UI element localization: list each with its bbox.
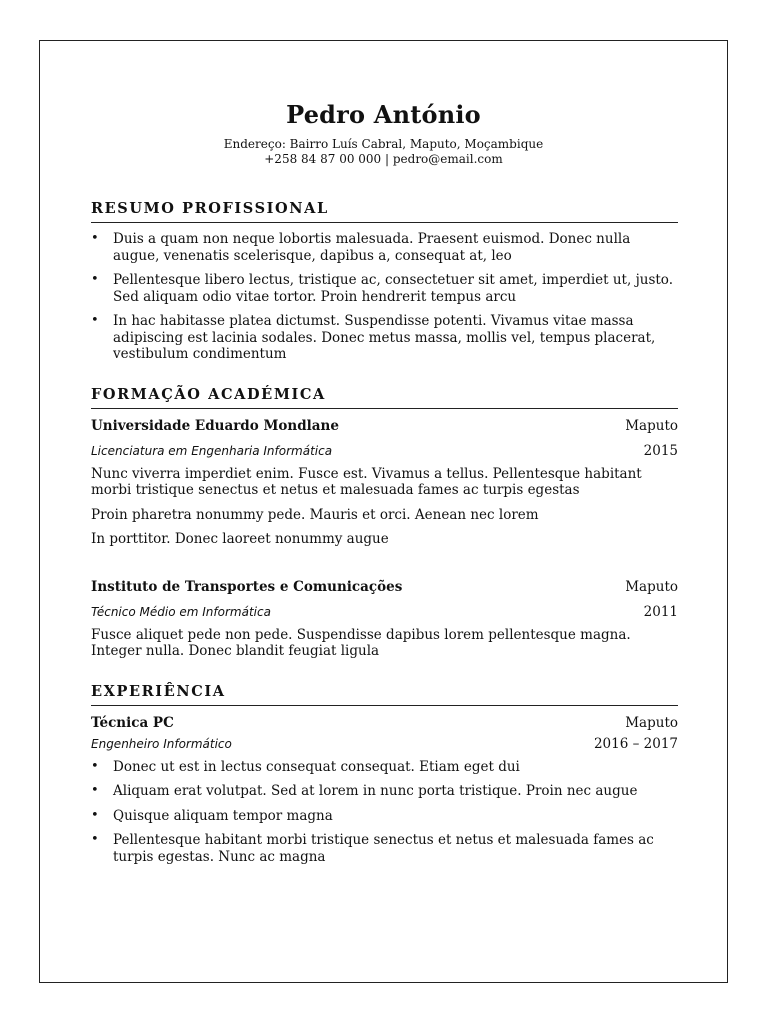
institution-name: Instituto de Transportes e Comunicações <box>91 578 403 595</box>
description-paragraph: Fusce aliquet pede non pede. Suspendisse dapibus lorem pellentesque magna. Integer nulla. Donec blandit feugiat ligula <box>91 626 631 659</box>
summary-section-title: RESUMO PROFISSIONAL <box>91 199 678 223</box>
education-section <box>91 385 678 660</box>
company-name: Técnica PC <box>91 714 174 731</box>
description-paragraph: In porttitor. Donec laoreet nonummy augue <box>91 531 389 547</box>
description-paragraph: Proin pharetra nonummy pede. Mauris et orci. Aenean nec lorem <box>91 506 539 523</box>
degree-title: Licenciatura em Engenharia Informática <box>91 443 333 458</box>
experience-item: • Donec ut est in lectus consequat consequat. Etiam eget dui <box>91 759 678 776</box>
employment-period: 2016 – 2017 <box>593 735 678 752</box>
experience-list <box>91 759 678 866</box>
contact-block <box>40 137 727 167</box>
candidate-name: Pedro António <box>286 100 481 129</box>
job-role: Engenheiro Informático <box>91 736 232 751</box>
experience-item: • Pellentesque habitant morbi tristique senectus et netus et malesuada fames ac turpis egestas. Nunc ac magna <box>91 832 678 865</box>
description-paragraph: Nunc viverra imperdiet enim. Fusce est. Vivamus a tellus. Pellentesque habitant morbi tristique senectus et netus et malesuada fames ac turpis egestas <box>91 465 642 498</box>
institution-location: Maputo <box>625 417 678 434</box>
degree-title: Técnico Médio em Informática <box>91 604 271 619</box>
entry-description <box>91 466 678 548</box>
graduation-year: 2015 <box>643 442 678 459</box>
summary-item: • Pellentesque libero lectus, tristique ac, consectetuer sit amet, imperdiet ut, justo. Sed aliquam odio vitae tortor. Proin hendrerit tempus arcu <box>91 272 678 305</box>
entry-heading-row <box>91 578 678 596</box>
institution-location: Maputo <box>625 578 678 595</box>
summary-item: • In hac habitasse platea dictumst. Suspendisse potenti. Vivamus vitae massa adipiscing est lacinia sodales. Donec metus massa, mollis vel, tempus placerat, vestibulum condimentum <box>91 313 678 363</box>
education-section-title: FORMAÇÃO ACADÉMICA <box>91 385 678 409</box>
experience-entry <box>91 714 678 866</box>
experience-section <box>91 682 678 866</box>
entry-heading-row <box>91 417 678 435</box>
institution-name: Universidade Eduardo Mondlane <box>91 417 339 434</box>
resume-header <box>40 99 727 167</box>
graduation-year: 2011 <box>643 603 678 620</box>
education-entry <box>91 578 678 660</box>
entry-subheading-row <box>91 735 678 753</box>
entry-heading-row <box>91 714 678 732</box>
address-line: Endereço: Bairro Luís Cabral, Maputo, Moçambique <box>223 137 544 151</box>
experience-item: • Aliquam erat volutpat. Sed at lorem in nunc porta tristique. Proin nec augue <box>91 783 678 800</box>
entry-description <box>91 627 678 660</box>
experience-item: • Quisque aliquam tempor magna <box>91 808 678 825</box>
phone-email-line: +258 84 87 00 000 | pedro@email.com <box>264 152 503 166</box>
company-location: Maputo <box>625 714 678 731</box>
resume-page <box>39 40 728 983</box>
resume-content <box>91 199 678 873</box>
experience-section-title: EXPERIÊNCIA <box>91 682 678 706</box>
summary-item: • Duis a quam non neque lobortis malesuada. Praesent euismod. Donec nulla augue, venenatis scelerisque, dapibus a, consequat at, leo <box>91 231 678 264</box>
education-entry <box>91 417 678 548</box>
entry-subheading-row <box>91 442 678 460</box>
summary-section <box>91 199 678 363</box>
summary-list <box>91 231 678 363</box>
entry-subheading-row <box>91 603 678 621</box>
